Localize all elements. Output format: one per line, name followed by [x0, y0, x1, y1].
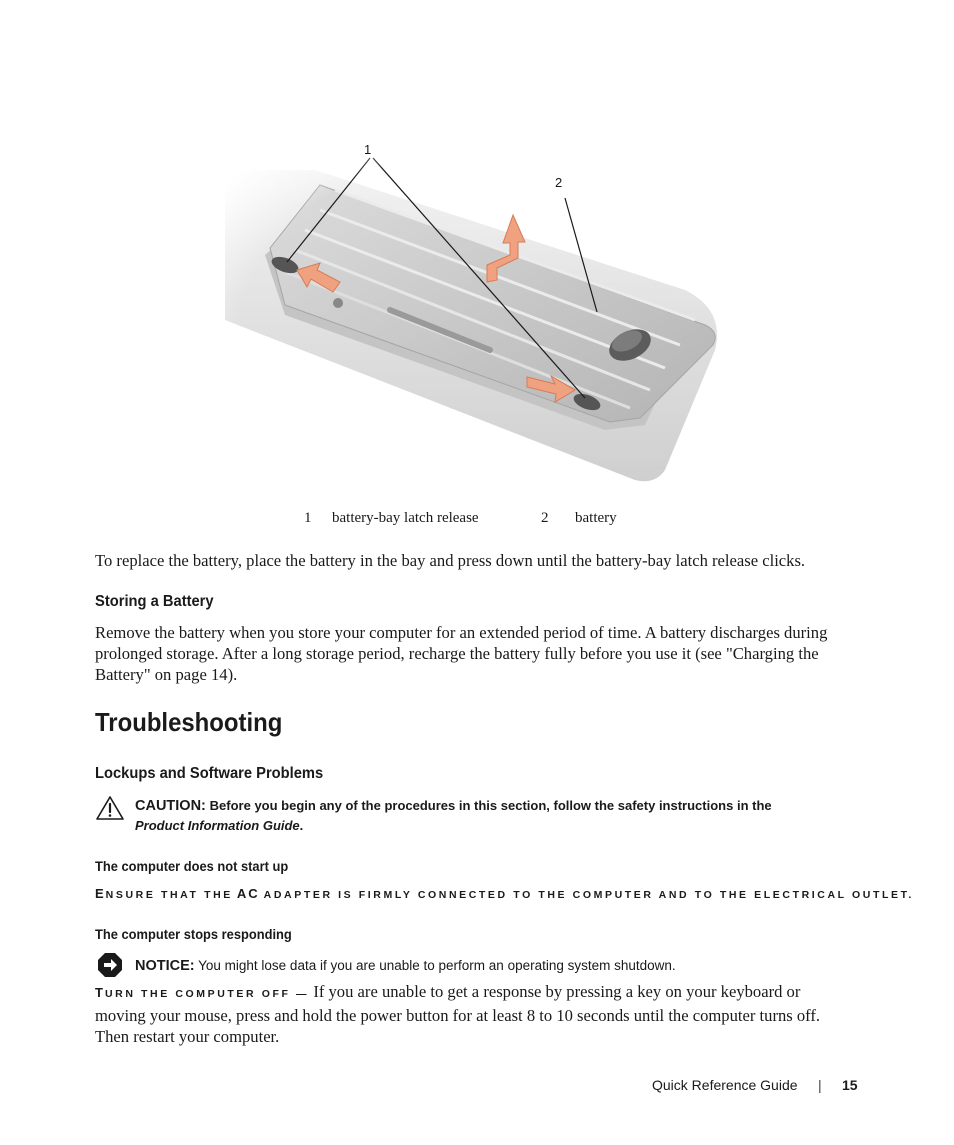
troubleshooting-heading: Troubleshooting — [95, 707, 283, 737]
no-start-instruction-first: E — [95, 886, 106, 901]
intro-paragraph: To replace the battery, place the battery in the bay and press down until the battery-bay latch release clicks. — [95, 551, 806, 570]
notice-text: You might lose data if you are unable to perform an operating system shutdown. — [198, 958, 676, 973]
callout-1: 1 — [364, 142, 372, 157]
caution-text: Before you begin any of the procedures in this section, follow the safety instructions in the — [209, 798, 772, 813]
legend-num-2: 2 — [541, 510, 549, 526]
caution-label: CAUTION: — [135, 798, 206, 814]
no-start-heading: The computer does not start up — [95, 858, 289, 874]
caution-icon — [95, 795, 125, 821]
stops-heading: The computer stops responding — [95, 926, 292, 942]
legend-num-1: 1 — [304, 510, 312, 526]
no-start-instruction — [95, 885, 914, 903]
caution-period: . — [299, 818, 304, 833]
no-start-instruction-end: ADAPTER IS FIRMLY CONNECTED TO THE COMPUTER AND TO THE ELECTRICAL OUTLET. — [263, 889, 914, 901]
notice-note — [95, 952, 865, 978]
caution-note — [95, 795, 865, 837]
footer-page-number: 15 — [842, 1077, 858, 1093]
storing-heading: Storing a Battery — [95, 593, 214, 610]
legend-label-1: battery-bay latch release — [332, 510, 479, 526]
stops-action-rest: URN THE COMPUTER OFF — — [104, 988, 310, 1000]
no-start-instruction-rest: NSURE THAT THE — [105, 889, 233, 901]
storing-body: Remove the battery when you store your computer for an extended period of time. A battery discharges during prolonged storage. After a long storage period, recharge the battery fully before you use it (see "Charging the Battery" on page 14). — [95, 623, 828, 684]
legend-label-2: battery — [575, 510, 617, 526]
battery-illustration — [225, 140, 730, 500]
stops-action — [95, 981, 840, 1047]
stops-action-body: If you are unable to get a response by pressing a key on your keyboard or moving your mouse, press and hold the power button for at least 8 to 10 seconds until the computer turns off. Then restart your computer. — [95, 982, 821, 1046]
no-start-instruction-ac: AC — [236, 886, 260, 901]
notice-icon — [97, 952, 123, 978]
footer-separator: | — [818, 1077, 822, 1093]
lockups-heading: Lockups and Software Problems — [95, 765, 324, 782]
stops-action-first: T — [95, 985, 105, 1000]
caution-guide: Product Information Guide — [135, 818, 300, 833]
notice-label: NOTICE: — [135, 958, 195, 974]
footer-guide-name: Quick Reference Guide — [652, 1077, 798, 1093]
battery-figure — [225, 140, 730, 500]
callout-2: 2 — [555, 175, 563, 190]
